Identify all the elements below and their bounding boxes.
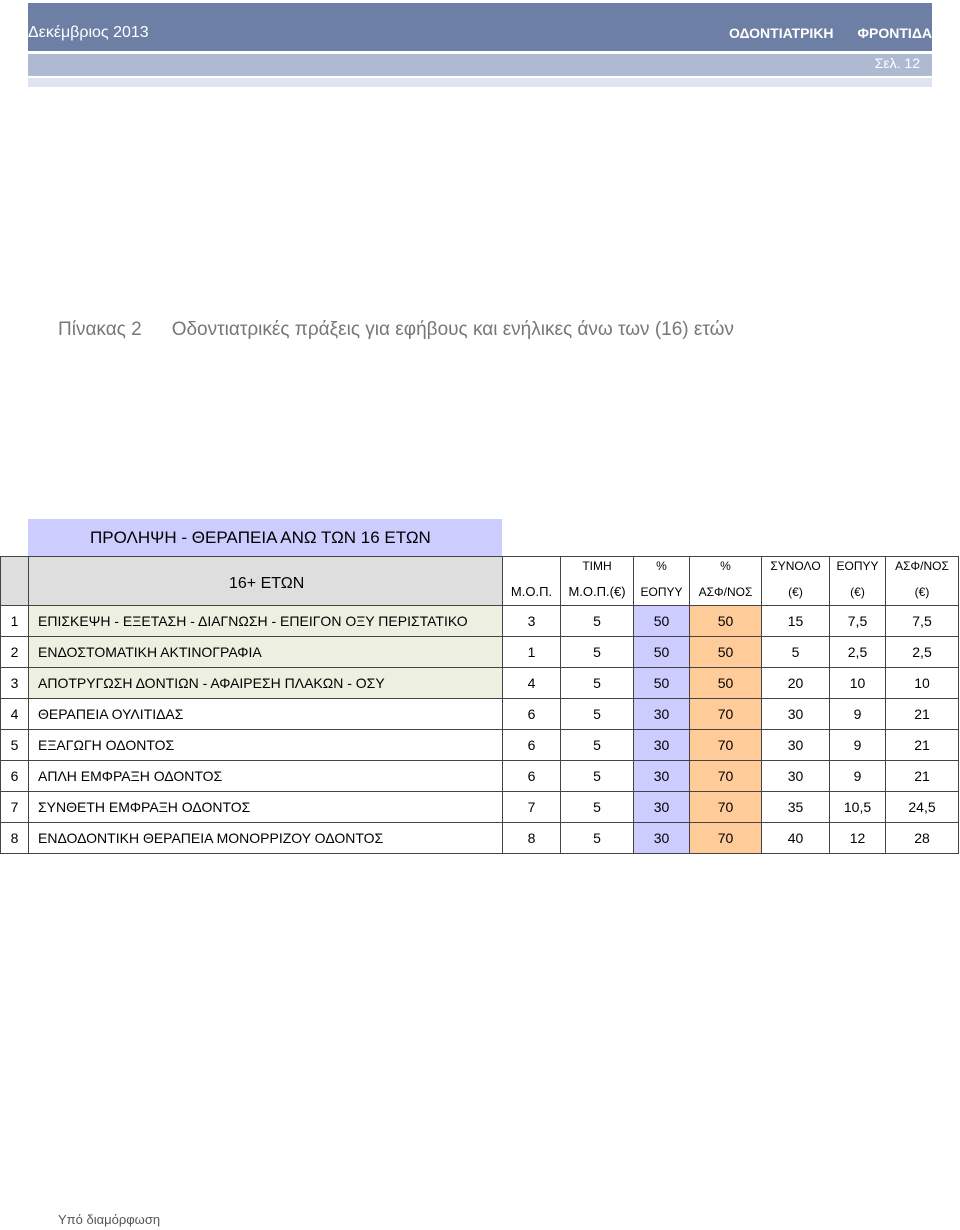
row-number: 5: [1, 730, 29, 761]
mop-value: 6: [503, 730, 561, 761]
age-group-header: [29, 557, 503, 606]
col-header-total: ΣΥΝΟΛΟ (€): [762, 557, 830, 606]
pct-eopyy-value: 30: [634, 699, 690, 730]
table-row: [1, 761, 959, 792]
eopyy-value: 7,5: [830, 606, 886, 637]
eopyy-value: 10: [830, 668, 886, 699]
header-date: Δεκέμβριος 2013: [28, 24, 149, 41]
age-group-label: 16+ ΕΤΩΝ: [229, 575, 305, 592]
total-value: 20: [762, 668, 830, 699]
asf-value: 7,5: [886, 606, 959, 637]
total-value: 30: [762, 761, 830, 792]
pct-asf-value: 70: [690, 792, 762, 823]
table-row: [1, 730, 959, 761]
table-row: [1, 668, 959, 699]
pct-asf-value: 70: [690, 730, 762, 761]
price-value: 5: [561, 823, 634, 854]
mop-value: 8: [503, 823, 561, 854]
col-header-pct-eopyy: % ΕΟΠΥΥ: [634, 557, 690, 606]
col-header-mop: Μ.Ο.Π.: [503, 557, 561, 606]
col-header-price: ΤΙΜΗ Μ.Ο.Π.(€): [561, 557, 634, 606]
pct-asf-value: 70: [690, 761, 762, 792]
row-number: 2: [1, 637, 29, 668]
price-value: 5: [561, 606, 634, 637]
asf-value: 2,5: [886, 637, 959, 668]
eopyy-value: 12: [830, 823, 886, 854]
table-header-row: [1, 557, 959, 606]
pct-eopyy-value: 50: [634, 668, 690, 699]
pct-eopyy-value: 50: [634, 606, 690, 637]
section-title: ΠΡΟΛΗΨΗ - ΘΕΡΑΠΕΙΑ ΑΝΩ ΤΩΝ 16 ΕΤΩΝ: [28, 519, 502, 557]
asf-value: 24,5: [886, 792, 959, 823]
asf-value: 21: [886, 761, 959, 792]
row-number: 3: [1, 668, 29, 699]
pct-eopyy-value: 30: [634, 761, 690, 792]
row-number: 7: [1, 792, 29, 823]
col-header-asf: ΑΣΦ/ΝΟΣ (€): [886, 557, 959, 606]
procedure-name: ΘΕΡΑΠΕΙΑ ΟΥΛΙΤΙΔΑΣ: [29, 699, 503, 730]
mop-value: 4: [503, 668, 561, 699]
mop-value: 6: [503, 699, 561, 730]
procedure-name: ΣΥΝΘΕΤΗ ΕΜΦΡΑΞΗ ΟΔΟΝΤΟΣ: [29, 792, 503, 823]
table-caption: [58, 319, 734, 341]
eopyy-value: 9: [830, 730, 886, 761]
procedure-name: ΕΞΑΓΩΓΗ ΟΔΟΝΤΟΣ: [29, 730, 503, 761]
header-title-left: ΟΔΟΝΤΙΑΤΡΙΚΗ: [728, 25, 834, 41]
asf-value: 10: [886, 668, 959, 699]
eopyy-value: 9: [830, 761, 886, 792]
eopyy-value: 9: [830, 699, 886, 730]
pct-eopyy-value: 30: [634, 730, 690, 761]
col-header-pct-asf: % ΑΣΦ/ΝΟΣ: [690, 557, 762, 606]
pct-asf-value: 50: [690, 637, 762, 668]
price-value: 5: [561, 792, 634, 823]
procedures-table: [0, 556, 959, 854]
total-value: 30: [762, 730, 830, 761]
table-row: [1, 606, 959, 637]
procedure-name: ΕΝΔΟΣΤΟΜΑΤΙΚΗ ΑΚΤΙΝΟΓΡΑΦΙΑ: [29, 637, 503, 668]
pct-eopyy-value: 30: [634, 792, 690, 823]
pct-asf-value: 50: [690, 606, 762, 637]
mop-value: 6: [503, 761, 561, 792]
header-subband: [28, 54, 932, 76]
caption-text: Οδοντιατρικές πράξεις για εφήβους και ενήλικες άνω των (16) ετών: [171, 319, 734, 340]
header-underline: [28, 78, 932, 87]
asf-value: 28: [886, 823, 959, 854]
total-value: 5: [762, 637, 830, 668]
total-value: 15: [762, 606, 830, 637]
price-value: 5: [561, 668, 634, 699]
pct-asf-value: 50: [690, 668, 762, 699]
total-value: 35: [762, 792, 830, 823]
price-value: 5: [561, 761, 634, 792]
mop-value: 1: [503, 637, 561, 668]
table-row: [1, 637, 959, 668]
pct-eopyy-value: 50: [634, 637, 690, 668]
footer-note: Υπό διαμόρφωση: [58, 1212, 161, 1227]
header-title-right: ΦΡΟΝΤΙΔΑ: [857, 25, 932, 41]
total-value: 40: [762, 823, 830, 854]
eopyy-value: 10,5: [830, 792, 886, 823]
col-header-eopyy: ΕΟΠΥΥ (€): [830, 557, 886, 606]
procedure-name: ΕΝΔΟΔΟΝΤΙΚΗ ΘΕΡΑΠΕΙΑ ΜΟΝΟΡΡΙΖΟΥ ΟΔΟΝΤΟΣ: [29, 823, 503, 854]
asf-value: 21: [886, 730, 959, 761]
eopyy-value: 2,5: [830, 637, 886, 668]
row-number: 1: [1, 606, 29, 637]
row-number: 8: [1, 823, 29, 854]
header-no-cell: [1, 557, 29, 606]
price-value: 5: [561, 730, 634, 761]
pct-asf-value: 70: [690, 699, 762, 730]
row-number: 6: [1, 761, 29, 792]
table-row: [1, 792, 959, 823]
pct-asf-value: 70: [690, 823, 762, 854]
total-value: 30: [762, 699, 830, 730]
procedure-name: ΑΠΟΤΡΥΓΩΣΗ ΔΟΝΤΙΩΝ - ΑΦΑΙΡΕΣΗ ΠΛΑΚΩΝ - ΟΣΥ: [29, 668, 503, 699]
asf-value: 21: [886, 699, 959, 730]
header-title: [729, 25, 932, 41]
price-value: 5: [561, 699, 634, 730]
procedure-name: ΑΠΛΗ ΕΜΦΡΑΞΗ ΟΔΟΝΤΟΣ: [29, 761, 503, 792]
table-row: [1, 699, 959, 730]
procedure-name: ΕΠΙΣΚΕΨΗ - ΕΞΕΤΑΣΗ - ΔΙΑΓΝΩΣΗ - ΕΠΕΙΓΟΝ ΟΞΥ ΠΕΡΙΣΤΑΤΙΚΟ: [29, 606, 503, 637]
page-number: Σελ. 12: [874, 55, 920, 71]
mop-value: 3: [503, 606, 561, 637]
caption-label: Πίνακας 2: [58, 319, 142, 340]
price-value: 5: [561, 637, 634, 668]
table-row: [1, 823, 959, 854]
pct-eopyy-value: 30: [634, 823, 690, 854]
row-number: 4: [1, 699, 29, 730]
mop-value: 7: [503, 792, 561, 823]
